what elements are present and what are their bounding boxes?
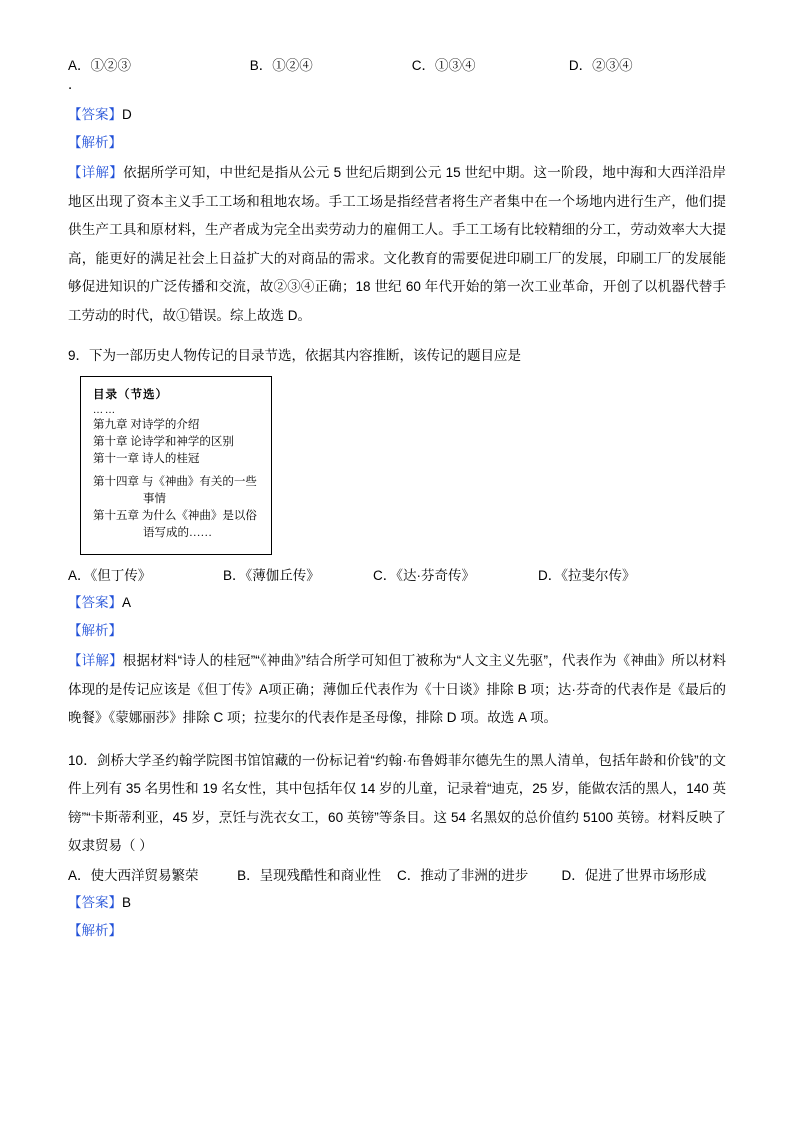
question10-option-a: A．使大西洋贸易繁荣: [68, 867, 199, 883]
question9-answer-value: A: [122, 595, 132, 610]
question10-analysis-line: [68, 917, 726, 945]
question9-catalog-figure: [80, 376, 272, 555]
catalog-item-10: 第十章 论诗学和神学的区别: [93, 436, 234, 448]
catalog-item-9: 第九章 对诗学的介绍: [93, 419, 200, 431]
question8-answer-line: [68, 101, 726, 129]
question8-detail-paragraph: [68, 159, 726, 330]
catalog-item-15-cont: 语写成的……: [143, 527, 212, 539]
question9-option-c: C．《达·芬奇传》: [373, 568, 475, 583]
question10-stem: 10．剑桥大学圣约翰学院图书馆馆藏的一份标记着“约翰·布鲁姆菲尔德先生的黑人清单，包括年龄和价钱”的文件上列有 35 名男性和 19 名女性，其中包括年仅 14 岁的儿童，记录着“迪克，25 岁，能做农活的黑人，140 英镑”“卡斯蒂利亚，45 岁，烹饪与洗衣女工，60 英镑”等条目。这 54 名黑奴的总价值约 5100 英镑。材料反映了奴隶贸易（ ）: [68, 752, 726, 853]
catalog-item-11: 第十一章 诗人的桂冠: [93, 453, 200, 465]
question8-detail-tag: 【详解】: [68, 165, 124, 180]
question8-analysis-tag: 【解析】: [68, 135, 122, 150]
question9-option-b: B．《薄伽丘传》: [223, 568, 320, 583]
question10-option-d: D．促进了世界市场形成: [561, 867, 707, 883]
question9-analysis-tag: 【解析】: [68, 623, 122, 638]
catalog-item-14-cont: 事情: [143, 493, 166, 505]
question9-detail-text: 根据材料“诗人的桂冠”“《神曲》”结合所学可知但丁被称为“人文主义先驱”，代表作为《神曲》所以材料体现的是传记应该是《但丁传》A项正确；薄伽丘代表作为《十日谈》排除 B 项；达·芬奇的代表作是《最后的晚餐》《蒙娜丽莎》排除 C 项；拉斐尔的代表作是圣母像，排除 D 项。故选 A 项。: [68, 653, 726, 725]
question10-options: [68, 863, 726, 889]
question8-options-trailing-dot: ．: [68, 77, 82, 92]
catalog-title: 目录（节选）: [93, 389, 168, 401]
question10-answer-value: B: [122, 894, 132, 910]
catalog-item-14: 第十四章 与《神曲》有关的一些: [93, 476, 257, 488]
question8-answer-tag: 【答案】: [68, 107, 122, 122]
question10-answer-tag: 【答案】: [68, 894, 122, 910]
question8-answer-value: D: [122, 107, 132, 122]
question10-option-c: C．推动了非洲的进步: [397, 867, 529, 883]
question10-option-b: B．呈现残酷性和商业性: [237, 867, 382, 883]
question8-option-a: A．①②③: [68, 58, 132, 73]
question10-answer-line: [68, 889, 726, 917]
question9-detail-tag: 【详解】: [68, 653, 123, 668]
question9-stem: 9．下为一部历史人物传记的目录节选，依据其内容推断，该传记的题目应是: [68, 348, 522, 363]
question9-options: [68, 563, 726, 589]
question8-option-b: B．①②④: [249, 58, 313, 73]
question9-analysis-line: [68, 617, 726, 645]
question8-detail-text: 依据所学可知，中世纪是指从公元 5 世纪后期到公元 15 世纪中期。这一阶段，地中海和大西洋沿岸地区出现了资本主义手工工场和租地农场。手工工场是指经营者将生产者集中在一个场地内进行生产，他们提供生产工具和原材料，生产者成为完全出卖劳动力的雇佣工人。手工工场有比较精细的分工，劳动效率大大提高，能更好的满足社会上日益扩大的对商品的需求。文化教育的需要促进印刷工厂的发展，印刷工厂的发展能够促进知识的广泛传播和交流，故②③④正确；18 世纪 60 年代开始的第一次工业革命，开创了以机器代替手工劳动的时代，故①错误。综上故选 D。: [68, 165, 727, 323]
question8-analysis-line: [68, 129, 726, 157]
question8-options: [68, 55, 726, 77]
catalog-dots-top: ……: [93, 405, 117, 416]
question10-analysis-tag: 【解析】: [68, 922, 122, 938]
question8-option-c: C．①③④: [411, 58, 476, 73]
catalog-item-15: 第十五章 为什么《神曲》是以俗: [93, 510, 257, 522]
question9-option-d: D．《拉斐尔传》: [538, 568, 636, 583]
question9-option-a: A．《但丁传》: [68, 568, 152, 583]
question9-answer-line: [68, 589, 726, 617]
question9-detail-paragraph: [68, 647, 726, 733]
question8-option-d: D．②③④: [568, 58, 633, 73]
question9-answer-tag: 【答案】: [68, 595, 122, 610]
